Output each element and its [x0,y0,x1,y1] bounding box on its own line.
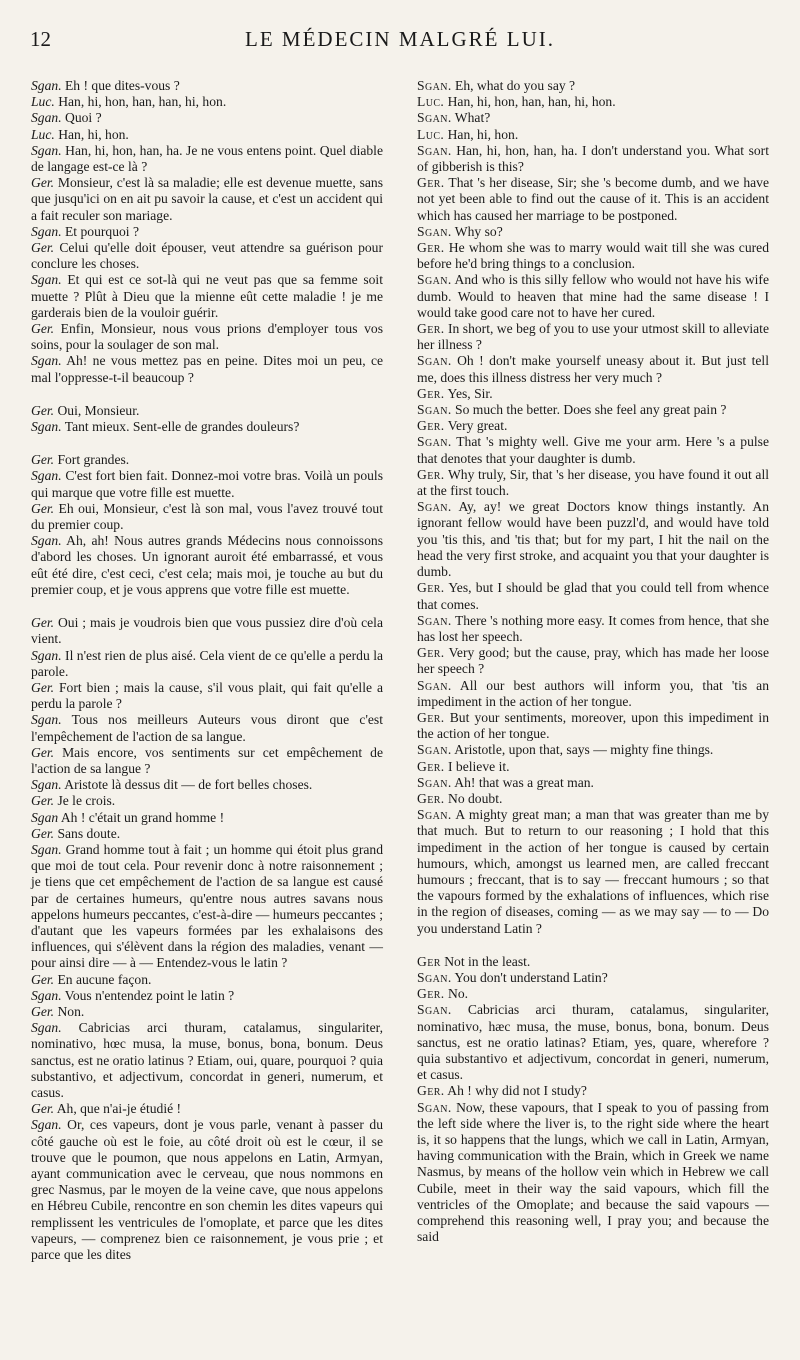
dialogue-line [417,742,769,758]
speaker-name: Sgan. [417,223,452,239]
dialogue-line [31,533,383,598]
speech-text: I believe it. [448,758,510,774]
speaker-name: Ger. [417,418,445,434]
paragraph-gap [31,386,383,403]
dialogue-line [417,970,769,986]
speaker-name: Ger. [31,500,55,516]
speaker-name: Luc. [417,94,445,110]
speech-text: That 's mighty well. Give me your arm. Here 's a pulse that denotes that your daughter is dumb. [417,434,770,466]
dialogue-line [417,1100,769,1246]
speech-text: Ah, ah! Nous autres grands Médecins nous connoissons d'abord les choses. Un ignorant auroit été embarrassé, et vous eût été dire, c'est ceci, c'est cela; mais moi, je touche au but du premier coup, et je vous apprens que votre fille est muette. [31,533,383,597]
speaker-name: Ger. [31,321,55,337]
dialogue-line [417,580,769,612]
speech-text: Aristote là dessus dit — de fort belles choses. [64,777,313,793]
speaker-name: Sgan. [31,1117,62,1133]
speaker-name: Sgan. [31,1020,62,1036]
english-column [417,78,769,1245]
speech-text: Celui qu'elle doit épouser, veut attendre sa guérison pour conclure les choses. [31,240,383,272]
dialogue-line [31,842,383,972]
speech-text: Han, hi, hon, han, han, hi, hon. [447,94,616,110]
speech-text: Eh oui, Monsieur, c'est là son mal, vous l'avez trouvé tout du premier coup. [31,500,383,533]
speaker-name: Luc. [417,126,445,142]
speech-text: Very great. [447,418,508,434]
speech-text: Eh ! que dites-vous ? [65,78,180,93]
speaker-name: Sgan. [417,402,452,418]
speech-text: Vous n'entendez point le latin ? [64,987,235,1003]
dialogue-line [417,807,769,937]
speech-text: Ah! ne vous mettez pas en peine. Dites moi un peu, ce mal l'oppresse-t-il beaucoup ? [31,353,384,385]
paragraph-gap [31,598,383,615]
dialogue-line [417,175,769,224]
dialogue-line [417,386,769,402]
speaker-name: Sgan. [417,677,452,693]
speech-text: You don't understand Latin? [454,969,608,985]
speech-text: Yes, Sir. [447,385,493,401]
dialogue-line [417,224,769,240]
speech-text: Ah, que n'ai-je étudié ! [56,1101,182,1117]
speaker-name: Sgan. [417,142,452,158]
speech-text: Han, hi, hon. [58,126,129,142]
paragraph-gap [417,937,769,954]
paragraph-gap [31,435,383,452]
dialogue-line [31,353,383,385]
speech-text: Sans doute. [57,825,121,841]
dialogue-line [31,680,383,712]
speech-text: Et pourquoi ? [65,223,139,239]
dialogue-line [31,745,383,777]
speaker-name: Ger. [417,385,445,401]
speech-text: Cabricias arci thuram, catalamus, singulariter, nominativo, hæc musa, the muse, bonus, bona, bonum. Deus sanctus, est ne oratio latinas? Etiam, yes, quare, wherefore ? quia substantivo et adjectivum, concordat in generi, numerum, et casus. [417,1002,769,1083]
speaker-name: Ger. [31,615,55,631]
speech-text: Tous nos meilleurs Auteurs vous diront que c'est l'empêchement de l'action de sa langue. [31,712,383,744]
speaker-name: Sgan. [417,499,452,515]
dialogue-line [31,272,383,321]
dialogue-line [417,986,769,1002]
speech-text: Fort grandes. [57,452,130,468]
speaker-name: Ger. [31,971,55,987]
speech-text: Je le crois. [57,793,116,809]
dialogue-line [417,321,769,353]
speech-text: Oui, Monsieur. [57,402,140,418]
dialogue-line [417,613,769,645]
speech-text: Very good; but the cause, pray, which has made her loose her speech ? [417,645,769,677]
speech-text: And who is this silly fellow who would not have his wife dumb. Would to heaven that mine had the same disease ! I would take good care not to have her cured. [417,272,769,320]
speech-text: Cabricias arci thuram, catalamus, singulariter, nominativo, hœc musa, la muse, bonus, bona, bonum. Deus sanctus, est ne oratio latinus ? Etiam, oui, quare, pourquoi ? quia substantivo, et adjectivum, concordat in generi, numerum, et casus. [31,1020,383,1100]
speaker-name: Sgan. [417,353,452,369]
speaker-name: Sgan. [31,468,62,484]
speech-text: But your sentiments, moreover, upon this impediment in the action of her tongue. [417,709,770,742]
speech-text: Grand homme tout à fait ; un homme qui étoit plus grand que moi de tout cela. Pour revenir donc à notre raisonnement ; je tiens que cet empêchement de l'action de sa langue est causé par de certaines humeurs, qu'entre nous autres savans nous appelons humeurs peccantes, c'est-à-dire — humeurs peccantes ; d'autant que les vapeurs formées par les exhalaisons des influences, qui s'élèvent dans la région des maladies, venant — pour ainsi dire — à — Entendez-vous le latin ? [31,841,383,971]
speech-text: Ah! that was a great man. [454,774,594,790]
speech-text: So much the better. Does she feel any great pain ? [455,402,727,418]
dialogue-line [31,94,383,110]
speaker-name: Ger. [417,240,445,256]
speech-text: Not in the least. [444,953,531,969]
speech-text: A mighty great man; a man that was greater than me by that much. But to return to our reasoning ; I hold that this impediment in the action of her tongue is caused by certain humours, which, amongst us learned men, are called freccant humours ; freccant, that is to say — freccant humours ; so that the vapours formed by the exhalations of influences, which rise in the region of diseases, coming — as we may say — to — Do you understand Latin ? [417,807,769,936]
speaker-name: Ger. [31,825,55,841]
speaker-name: Sgan. [417,742,452,758]
speaker-name: Ger. [417,175,445,191]
dialogue-line [417,499,769,580]
dialogue-line [31,419,383,435]
speaker-name: Sgan. [31,712,62,728]
speech-text: Non. [57,1003,85,1019]
speech-text: Tant mieux. Sent-elle de grandes douleurs? [64,419,300,435]
speech-text: Fort bien ; mais la cause, s'il vous plait, qui fait qu'elle a perdu la parole ? [31,679,383,712]
speech-text: Why so? [454,223,503,239]
speaker-name: Luc. [31,94,55,110]
speaker-name: Ger [417,953,441,969]
speech-text: Mais encore, vos sentiments sur cet empêchement de l'action de sa langue ? [31,744,383,776]
dialogue-line [31,988,383,1004]
speaker-name: Sgan. [417,78,452,93]
speech-text: Aristotle, upon that, says — mighty fine things. [454,742,714,758]
speaker-name: Ger. [417,790,445,806]
speaker-name: Ger. [417,709,445,725]
dialogue-line [31,1117,383,1263]
speaker-name: Ger. [31,402,55,418]
speaker-name: Sgan. [31,777,62,793]
dialogue-line [417,272,769,321]
speaker-name: Ger. [31,1003,55,1019]
speech-text: In short, we beg of you to use your utmost skill to alleviate her illness ? [417,321,769,353]
dialogue-line [417,418,769,434]
dialogue-line [417,78,769,94]
speech-text: Enfin, Monsieur, nous vous prions d'employer tous vos soins, pour la soulager de son mal. [31,321,383,353]
dialogue-line [417,127,769,143]
page-number: 12 [30,27,51,51]
dialogue-line [417,353,769,385]
dialogue-line [417,467,769,499]
dialogue-line [417,1002,769,1083]
dialogue-line [31,403,383,419]
speech-text: Oui ; mais je voudrois bien que vous pussiez dire d'où cela vient. [31,615,383,647]
dialogue-line [417,240,769,272]
speaker-name: Sgan. [31,110,62,126]
speech-text: Han, hi, hon, han, ha. Je ne vous entens point. Quel diable de langage est-ce là ? [31,142,383,175]
speaker-name: Ger. [31,793,55,809]
dialogue-line [31,468,383,500]
speech-text: Or, ces vapeurs, dont je vous parle, venant à passer du côté gauche où est le foie, au côté droit où est le cœur, il se trouve que le poumon, que nous appelons en Latin, Armyan, ayant communication avec le cerveau, que nous nommons en grec Nasmus, par le moyen de la veine cave, que nous appelons en Hébreu Cubile, rencontre en son chemin les dites vapeurs qui remplissent les ventricules de l'omoplate, et parce que les dites vapeurs, — comprenez bien ce raisonnement, je vous prie ; et parce que les dites [31,1117,383,1263]
dialogue-line [417,143,769,175]
speaker-name: Sgan. [417,434,452,450]
speaker-name: Ger. [31,175,55,191]
speaker-name: Sgan. [31,272,62,288]
speech-text: Han, hi, hon, han, ha. I don't understand you. What sort of gibberish is this? [417,142,769,175]
dialogue-line [417,434,769,466]
speaker-name: Sgan. [417,774,452,790]
speech-text: C'est fort bien fait. Donnez-moi votre bras. Voilà un pouls qui marque que votre fille est muette. [31,468,383,500]
speech-text: Ah ! c'était un grand homme ! [60,809,225,825]
speaker-name: Ger. [31,744,55,760]
speaker-name: Sgan. [31,987,62,1003]
speaker-name: Sgan [31,809,59,825]
dialogue-line [31,501,383,533]
speech-text: Quoi ? [65,110,102,126]
dialogue-line [31,1020,383,1101]
speaker-name: Sgan. [417,969,452,985]
dialogue-line [31,452,383,468]
speech-text: Et qui est ce sot-là qui ne veut pas que sa femme soit muette ? Plût à Dieu que la mienne eût cette maladie ! je me garderais bien de la vouloir guérir. [31,272,383,320]
dialogue-line [31,810,383,826]
speech-text: Han, hi, hon. [447,126,519,142]
speaker-name: Sgan. [31,223,62,239]
speaker-name: Sgan. [417,807,452,823]
dialogue-line [417,1083,769,1099]
running-title: LE MÉDECIN MALGRÉ LUI. [245,27,555,51]
speaker-name: Sgan. [31,647,62,663]
dialogue-line [31,793,383,809]
speaker-name: Sgan. [31,353,62,369]
dialogue-line [31,240,383,272]
page-header [30,27,770,57]
speaker-name: Ger. [417,466,445,482]
speech-text: Ay, ay! we great Doctors know things instantly. An ignorant fellow would have been puzzl'd, and would have told you 'tis this, and 'tis that; but for my part, I hit the nail on the head the very first stroke, and acquaint you that your daughter is dumb. [417,499,769,580]
speech-text: Han, hi, hon, han, han, hi, hon. [58,94,227,110]
speech-text: No. [448,986,469,1002]
dialogue-line [31,321,383,353]
dialogue-line [31,648,383,680]
speaker-name: Ger. [31,452,55,468]
speaker-name: Ger. [417,758,445,774]
speaker-name: Ger. [417,580,445,596]
dialogue-line [31,175,383,224]
speech-text: Yes, but I should be glad that you could tell from whence that comes. [417,580,769,612]
dialogue-line [31,224,383,240]
speech-text: Il n'est rien de plus aisé. Cela vient de ce qu'elle a perdu la parole. [31,647,384,679]
speaker-name: Ger. [31,679,55,695]
speech-text: There 's nothing more easy. It comes from hence, that she has lost her speech. [417,612,770,644]
speaker-name: Ger. [417,321,445,337]
dialogue-line [417,402,769,418]
speech-text: What? [454,110,491,126]
speaker-name: Ger. [417,1083,445,1099]
speaker-name: Sgan. [417,612,452,628]
speaker-name: Sgan. [31,533,62,549]
speech-text: All our best authors will inform you, that 'tis an impediment in the action of her tongue. [417,677,769,709]
dialogue-line [31,78,383,94]
speaker-name: Ger. [31,240,55,256]
dialogue-line [417,775,769,791]
dialogue-line [31,110,383,126]
speech-text: That 's her disease, Sir; she 's become dumb, and we have not yet been able to find out the cause of it. This is an accident which has caused her marriage to be postponed. [417,175,769,223]
speech-text: En aucune façon. [57,971,152,987]
speech-text: No doubt. [448,790,503,806]
speech-text: He whom she was to marry would wait till she was cured before he'd bring things to a conclusion. [417,240,769,272]
dialogue-line [31,615,383,647]
dialogue-line [31,972,383,988]
speaker-name: Ger. [417,986,445,1002]
dialogue-line [31,127,383,143]
dialogue-line [417,710,769,742]
dialogue-line [31,1101,383,1117]
speaker-name: Sgan. [417,1099,452,1115]
speech-text: Ah ! why did not I study? [447,1083,587,1099]
speaker-name: Sgan. [31,841,62,857]
speaker-name: Ger. [417,645,445,661]
dialogue-line [31,712,383,744]
speech-text: Oh ! don't make yourself uneasy about it. But just tell me, does this illness distress her very much ? [417,353,769,385]
dialogue-line [417,954,769,970]
speech-text: Now, these vapours, that I speak to you of passing from the left side where the liver is, to the right side where the heart is, it so happens that the lungs, which we call in Latin, Armyan, having communication with the Brain, which in Greek we name Nasmus, by means of the hollow vein which in Hebrew we call Cubile, meet in their way the said vapours, which fill the ventricles of the Omoplate; and because the said vapours — comprehend this reasoning well, I pray you; and because the said [417,1099,769,1245]
dialogue-line [417,94,769,110]
speech-text: Monsieur, c'est là sa maladie; elle est devenue muette, sans que jusqu'ici on en ait pu savoir la cause, et c'est un accident qui a fait reculer son mariage. [31,175,383,223]
dialogue-line [31,777,383,793]
speaker-name: Luc. [31,126,55,142]
dialogue-line [417,791,769,807]
dialogue-line [31,1004,383,1020]
dialogue-line [417,110,769,126]
dialogue-line [417,759,769,775]
french-column [31,78,383,1263]
dialogue-line [31,826,383,842]
speaker-name: Ger. [31,1101,55,1117]
speech-text: Eh, what do you say ? [455,78,576,93]
speaker-name: Sgan. [31,419,62,435]
speech-text: Why truly, Sir, that 's her disease, you have found it out all at the first touch. [417,466,770,499]
speaker-name: Sgan. [31,142,62,158]
dialogue-line [417,645,769,677]
speaker-name: Sgan. [417,110,452,126]
speaker-name: Sgan. [417,1002,452,1018]
dialogue-line [31,143,383,175]
dialogue-line [417,678,769,710]
speaker-name: Sgan. [417,272,452,288]
speaker-name: Sgan. [31,78,62,93]
